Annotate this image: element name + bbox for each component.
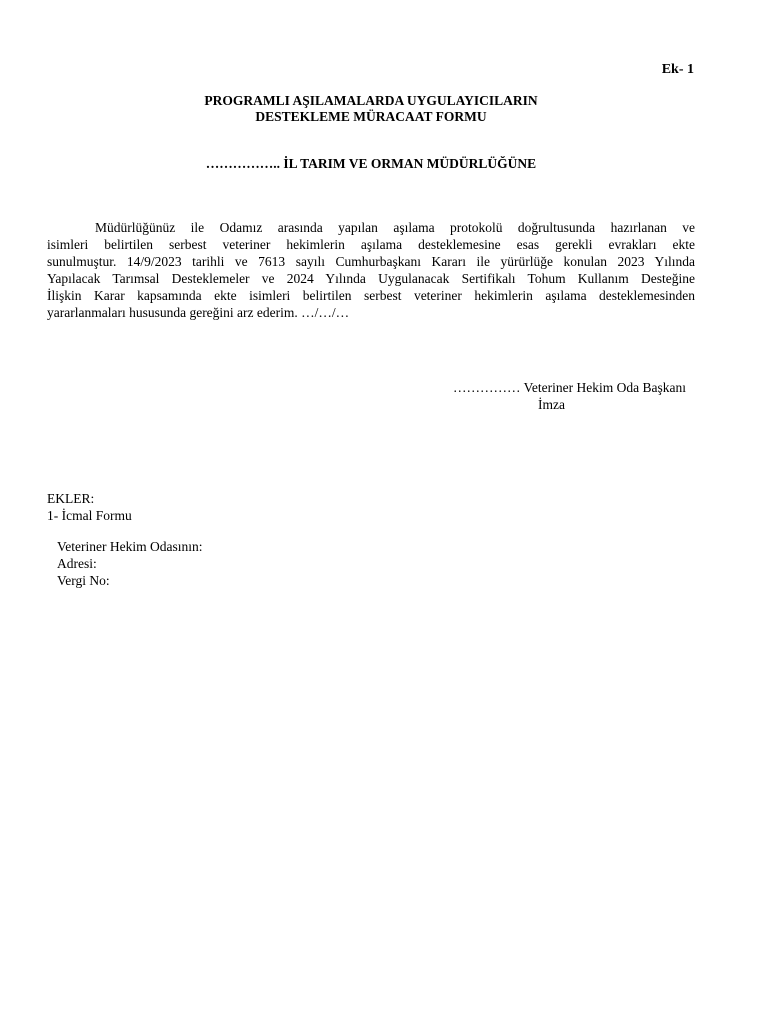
attachments-section	[47, 490, 132, 524]
attachments-heading: EKLER:	[47, 491, 95, 506]
body-line-1: Müdürlüğünüz ile Odamız arasında yapılan aşılama protokolü doğrultusunda hazırlanan ve	[95, 220, 695, 235]
form-title-line-2: DESTEKLEME MÜRACAAT FORMU	[255, 109, 487, 124]
body-line-3: sunulmuştur. 14/9/2023 tarihli ve 7613 sayılı Cumhurbaşkanı Kararı ile yürürlüğe konulan 2023 Yılında	[47, 254, 695, 269]
chamber-address-label: Adresi:	[57, 556, 97, 571]
form-title	[0, 93, 742, 125]
signature-label: İmza	[538, 397, 565, 412]
chamber-info-section	[57, 538, 202, 589]
petition-body	[47, 219, 695, 321]
form-title-line-1: PROGRAMLI AŞILAMALARDA UYGULAYICILARIN	[204, 93, 538, 108]
body-line-5: İlişkin Karar kapsamında ekte isimleri belirtilen serbest veteriner hekimlerin aşılama desteklemesinden	[47, 288, 695, 303]
chamber-tax-label: Vergi No:	[57, 573, 110, 588]
signatory-title: …………… Veteriner Hekim Oda Başkanı	[453, 380, 686, 395]
addressee-line: …………….. İL TARIM VE ORMAN MÜDÜRLÜĞÜNE	[205, 156, 537, 171]
body-line-4: Yapılacak Tarımsal Desteklemeler ve 2024 Yılında Uygulanacak Sertifikalı Tohum Kullanım Desteğine	[47, 271, 695, 286]
attachment-item-1: 1- İcmal Formu	[47, 508, 132, 523]
body-line-2: isimleri belirtilen serbest veteriner hekimlerin aşılama desteklemesine esas gerekli evrakları ekte	[47, 237, 695, 252]
body-line-6: yararlanmaları hususunda gereğini arz ederim. …/…/…	[47, 305, 350, 320]
chamber-name-label: Veteriner Hekim Odasının:	[57, 539, 203, 554]
annex-label: Ek- 1	[661, 62, 694, 77]
signature-block	[400, 379, 700, 413]
